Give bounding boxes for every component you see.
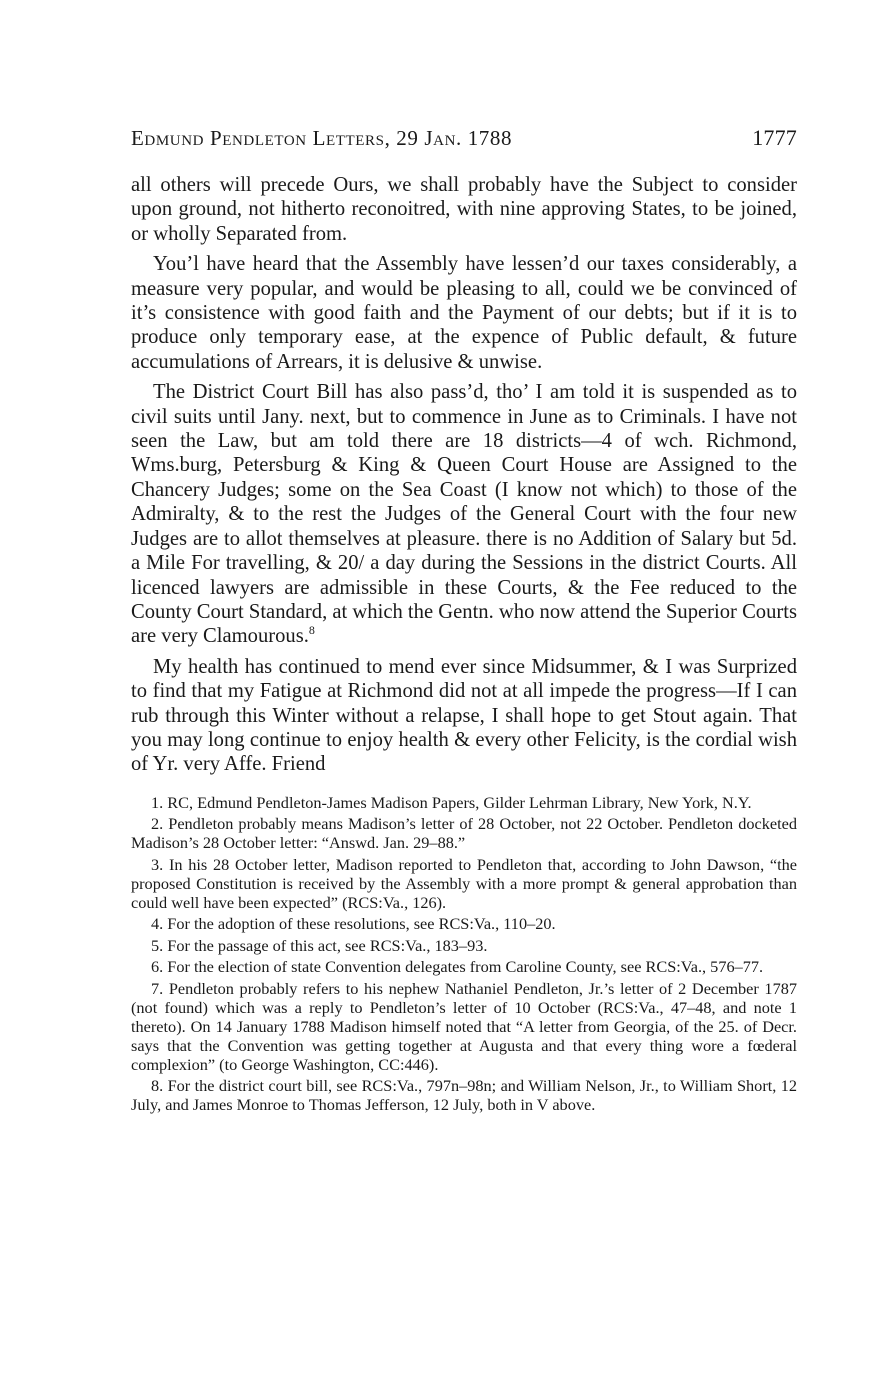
page-number: 1777 xyxy=(752,125,797,150)
running-head-title: Edmund Pendleton Letters, 29 Jan. 1788 xyxy=(131,126,513,150)
paragraph-4: My health has continued to mend ever since Midsummer, & I was Surprized to find that my Fatigue at Richmond did not at all impede the progress—If I can rub through this Winter without a relapse, I shall hope to get Stout again. That you may long continue to enjoy health & every other Felicity, is the cordial wish of Yr. very Affe. Friend xyxy=(131,655,797,776)
footnote-2: 2. Pendleton probably means Madison’s letter of 28 October, not 22 October. Pendleton docketed Madison’s 28 October letter: “Answd. Jan. 29–88.” xyxy=(131,814,797,853)
paragraph-2: You’l have heard that the Assembly have lessen’d our taxes considerably, a measure very popular, and would be pleasing to all, could we be convinced of it’s consistence with good faith and the Payment of our debts; but if it is to produce only temporary ease, at the expence of Public default, & future accumulations of Arrears, it is delusive & unwise. xyxy=(131,253,797,373)
footnotes xyxy=(131,793,797,1115)
footnote-3: 3. In his 28 October letter, Madison reported to Pendleton that, according to John Dawson, “the proposed Constitution is received by the Assembly with a more prompt & general approbation than could well have been expected” (RCS:Va., 126). xyxy=(131,854,797,912)
footnote-reference: 8 xyxy=(308,623,315,638)
footnote-7: 7. Pendleton probably refers to his nephew Nathaniel Pendleton, Jr.’s letter of 2 December 1787 (not found) which was a reply to Pendleton’s letter of 10 October (RCS:Va., 47–48, and note 1 thereto). On 14 January 1788 Madison himself noted that “A letter from Georgia, of the 25. of Decr. says that the Convention was getting together at Augusta and that every thing wore a fœderal complexion” (to George Washington, CC:446). xyxy=(131,978,797,1074)
paragraph-3-text: The District Court Bill has also pass’d, tho’ I am told it is suspended as to civil suits until Jany. next, but to commence in June as to Criminals. I have not seen the Law, but am told there are 18 districts—4 of wch. Richmond, Wms.burg, Petersburg & King & Queen Court House are Assigned to the Chancery Judges; some on the Sea Coast (I know not which) to those of the Admiralty, & to the rest the Judges of the General Court with the four new Judges are to allot themselves at pleasure. there is no Addition of Salary but 5d. a Mile For travelling, & 20/ a day during the Sessions in the district Courts. All licenced lawyers are admissible in these Courts, & the Fee reduced to the County Court Standard, at which the Gentn. who now attend the Superior Courts are very Clamourous. xyxy=(131,381,797,648)
document-page xyxy=(131,125,797,1117)
footnote-5: 5. For the passage of this act, see RCS:Va., 183–93. xyxy=(151,935,488,955)
paragraph-3 xyxy=(131,380,797,648)
footnote-4: 4. For the adoption of these resolutions, see RCS:Va., 110–20. xyxy=(151,914,556,934)
running-head xyxy=(131,125,797,159)
footnote-6: 6. For the election of state Convention delegates from Caroline County, see RCS:Va., 576–77. xyxy=(151,957,764,977)
paragraph-1: all others will precede Ours, we shall probably have the Subject to consider upon ground, not hitherto reconoitred, with nine approving States, to be joined, or wholly Separated from. xyxy=(131,174,797,245)
footnote-1: 1. RC, Edmund Pendleton-James Madison Papers, Gilder Lehrman Library, New York, N.Y. xyxy=(151,792,752,812)
footnote-8: 8. For the district court bill, see RCS:Va., 797n–98n; and William Nelson, Jr., to William Short, 12 July, and James Monroe to Thomas Jefferson, 12 July, both in V above. xyxy=(131,1076,797,1115)
letter-body xyxy=(131,173,797,777)
